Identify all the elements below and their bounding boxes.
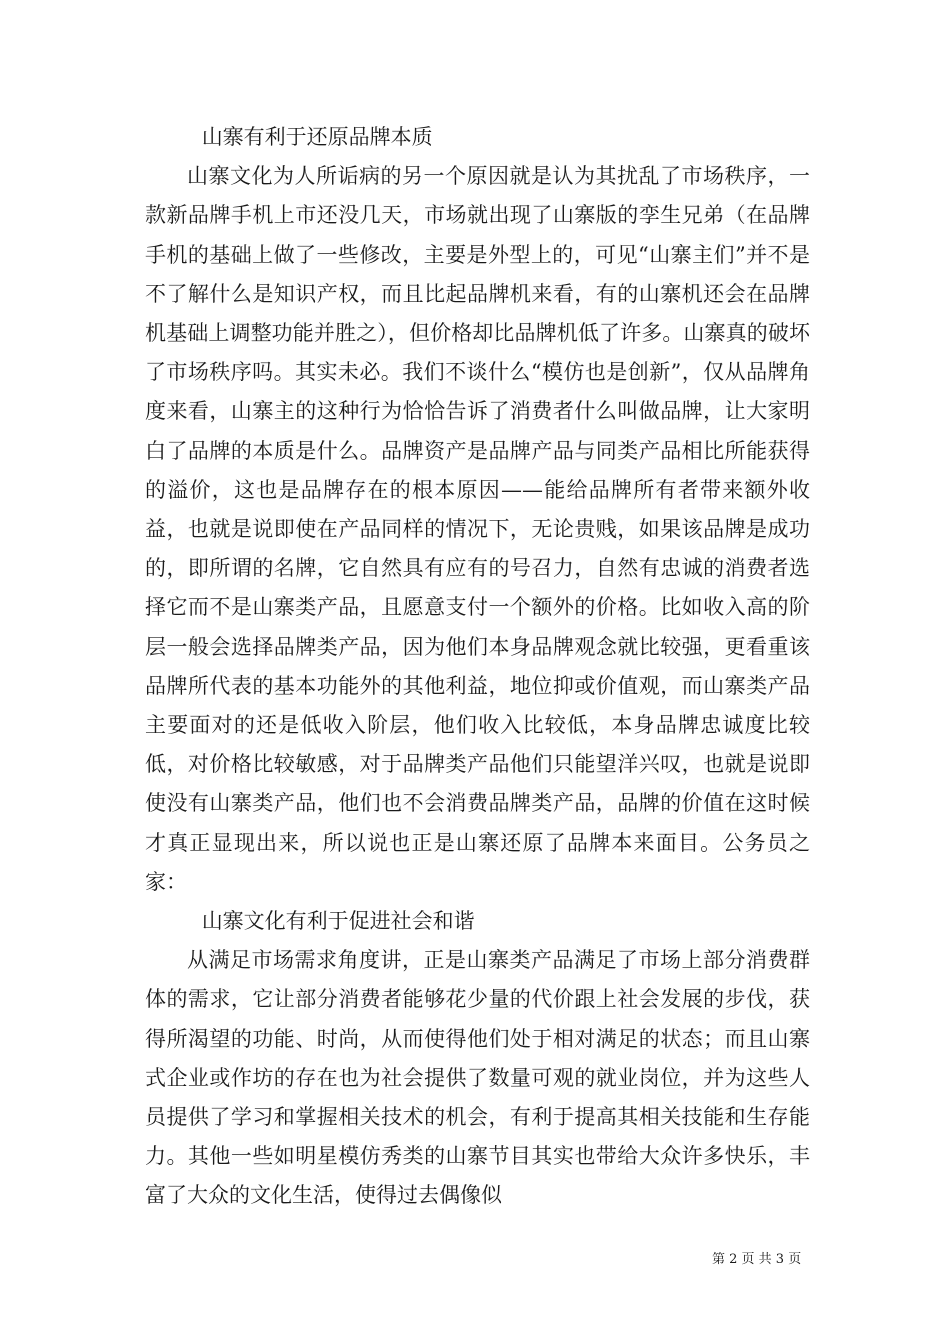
document-body xyxy=(145,118,810,1216)
section-heading-brand-essence: 山寨有利于还原品牌本质 xyxy=(201,125,433,149)
page-number: 第 2 页 共 3 页 xyxy=(712,1252,802,1267)
paragraph-social-harmony: 从满足市场需求角度讲，正是山寨类产品满足了市场上部分消费群体的需求，它让部分消费者能够花少量的代价跟上社会发展的步伐，获得所渴望的功能、时尚，从而使得他们处于相对满足的状态；而且山寨式企业或作坊的存在也为社会提供了数量可观的就业岗位，并为这些人员提供了学习和掌握相关技术的机会，有利于提高其相关技能和生存能力。其他一些如明星模仿秀类的山寨节目其实也带给大众许多快乐，丰富了大众的文化生活，使得过去偶像似 xyxy=(145,948,810,1208)
section-heading-social-harmony: 山寨文化有利于促进社会和谐 xyxy=(201,909,475,934)
paragraph-brand-essence: 山寨文化为人所诟病的另一个原因就是认为其扰乱了市场秩序，一款新品牌手机上市还没几天，市场就出现了山寨版的孪生兄弟（在品牌手机的基础上做了一些修改，主要是外型上的，可见“山寨主们”并不是不了解什么是知识产权，而且比起品牌机来看，有的山寨机还会在品牌机基础上调整功能并胜之），但价格却比品牌机低了许多。山寨真的破坏了市场秩序吗。其实未必。我们不谈什么“模仿也是创新”，仅从品牌角度来看，山寨主的这种行为恰恰告诉了消费者什么叫做品牌，让大家明白了品牌的本质是什么。品牌资产是品牌产品与同类产品相比所能获得的溢价，这也是品牌存在的根本原因——能给品牌所有者带来额外收益，也就是说即使在产品同样的情况下，无论贵贱，如果该品牌是成功的，即所谓的名牌，它自然具有应有的号召力，自然有忠诚的消费者选择它而不是山寨类产品，且愿意支付一个额外的价格。比如收入高的阶层一般会选择品牌类产品，因为他们本身品牌观念就比较强，更看重该品牌所代表的基本功能外的其他利益，地位抑或价值观，而山寨类产品主要面对的还是低收入阶层，他们收入比较低，本身品牌忠诚度比较低，对价格比较敏感，对于品牌类产品他们只能望洋兴叹，也就是说即使没有山寨类产品，他们也不会消费品牌类产品，品牌的价值在这时候才真正显现出来，所以说也正是山寨还原了品牌本来面目。公务员之家： xyxy=(145,164,810,894)
